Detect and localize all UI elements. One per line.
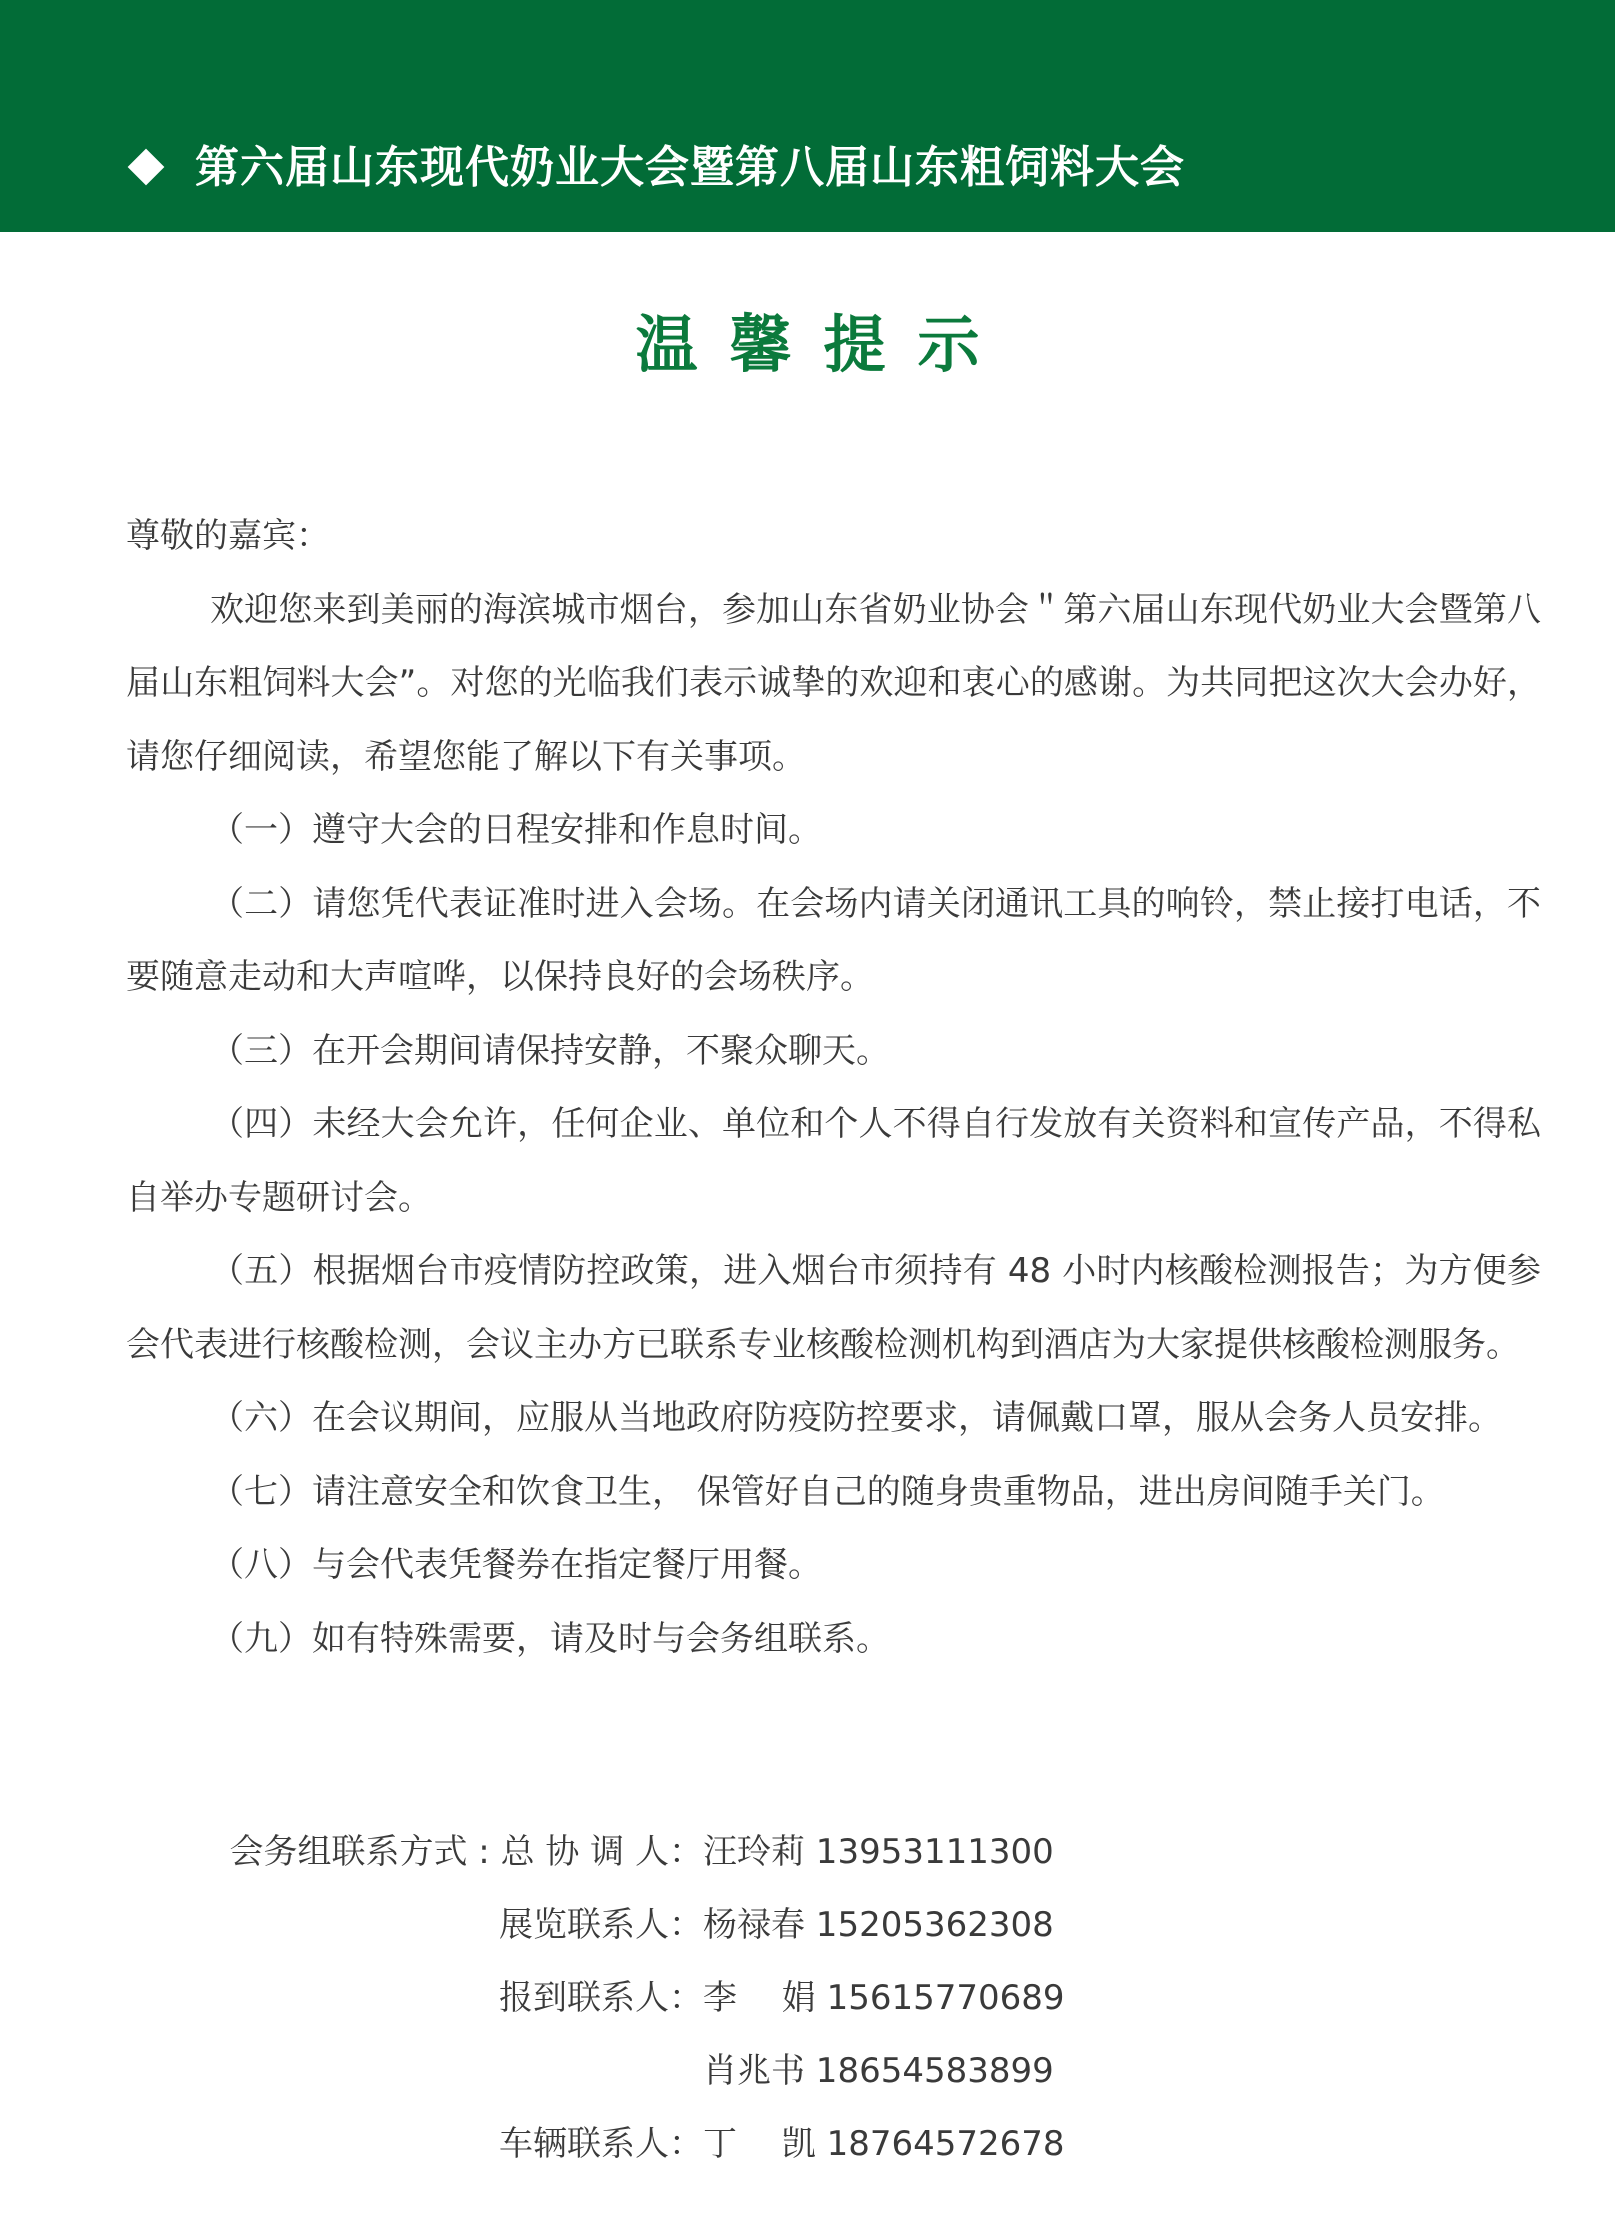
notice-item: （一）遵守大会的日程安排和作息时间。 — [210, 810, 822, 850]
contact-value: 肖兆书 18654583899 — [703, 2051, 1054, 2091]
notice-item: （四）未经大会允许，任何企业、单位和个人不得自行发放有关资料和宣传产品，不得私自举办专题研讨会。 — [126, 1104, 1541, 1218]
notice-item: （五）根据烟台市疫情防控政策，进入烟台市须持有 48 小时内核酸检测报告；为方便参会代表进行核酸检测，会议主办方已联系专业核酸检测机构到酒店为大家提供核酸检测服务。 — [126, 1251, 1541, 1365]
header-banner — [0, 0, 1615, 232]
contact-value: 汪玲莉 13953111300 — [703, 1832, 1054, 1872]
notice-item: （六）在会议期间，应服从当地政府防疫防控要求，请佩戴口罩，服从会务人员安排。 — [210, 1398, 1502, 1438]
contact-label: 报到联系人： — [499, 1978, 703, 2018]
notice-item: （七）请注意安全和饮食卫生， 保管好自己的随身贵重物品，进出房间随手关门。 — [210, 1471, 1445, 1512]
contact-row — [0, 2035, 1615, 2108]
contact-row — [0, 1816, 1615, 1889]
contact-value: 丁 凯 18764572678 — [703, 2124, 1065, 2164]
notice-item: （三）在开会期间请保持安静，不聚众聊天。 — [210, 1030, 890, 1071]
notice-item: （二）请您凭代表证准时进入会场。在会场内请关闭通讯工具的响铃，禁止接打电话，不要随意走动和大声喧哗，以保持良好的会场秩序。 — [126, 883, 1541, 997]
salutation: 尊敬的嘉宾： — [126, 516, 330, 556]
notice-body — [126, 500, 1541, 1676]
contact-row — [0, 1889, 1615, 1962]
contact-value: 李 娟 15615770689 — [703, 1978, 1065, 2018]
contact-label: 展览联系人： — [499, 1905, 703, 1945]
contact-label: 车辆联系人： — [499, 2124, 703, 2164]
notice-item: （九）如有特殊需要，请及时与会务组联系。 — [210, 1618, 890, 1659]
contact-value: 杨禄春 15205362308 — [703, 1905, 1054, 1945]
contact-row — [0, 1962, 1615, 2035]
notice-item: （八）与会代表凭餐券在指定餐厅用餐。 — [210, 1545, 822, 1585]
conference-title: 第六届山东现代奶业大会暨第八届山东粗饲料大会 — [195, 142, 1185, 193]
page-title: 温馨提示 — [635, 308, 1012, 381]
contact-row — [0, 2108, 1615, 2181]
intro-paragraph: 欢迎您来到美丽的海滨城市烟台，参加山东省奶业协会＂第六届山东现代奶业大会暨第八届山东粗饲料大会”。对您的光临我们表示诚挚的欢迎和衷心的感谢。为共同把这次大会办好，请您仔细阅读，希望您能了解以下有关事项。 — [126, 589, 1541, 777]
contact-label: 会务组联系方式 : 总 协 调 人： — [229, 1832, 703, 1872]
diamond-bullet-icon — [128, 149, 165, 186]
